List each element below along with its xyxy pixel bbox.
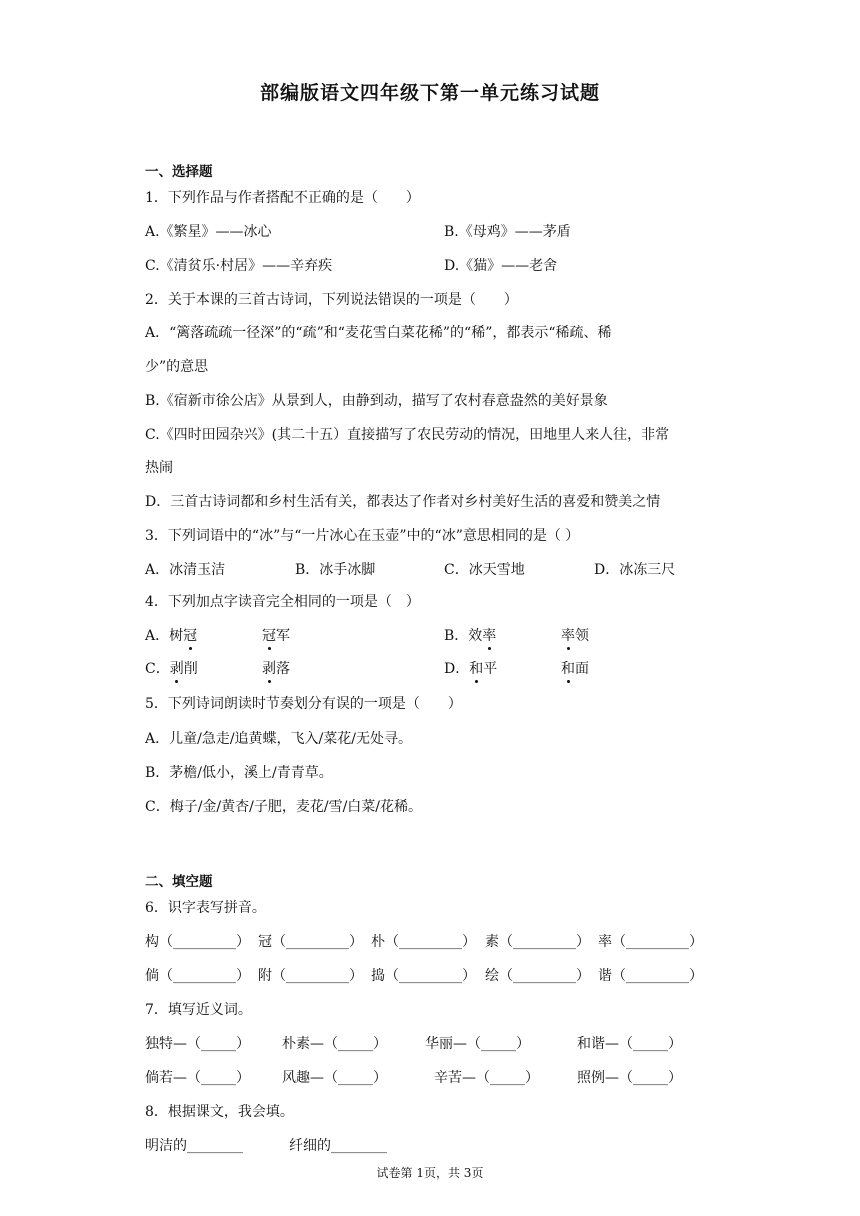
question-3-option-c: C．冰天雪地: [444, 562, 525, 578]
fill-item: 纤细的________: [289, 1138, 387, 1154]
char: 附: [258, 968, 272, 984]
dotted-char: 剥: [170, 658, 184, 678]
pinyin-item: [258, 931, 363, 951]
char: 效: [468, 628, 483, 644]
char: 率: [598, 934, 612, 950]
question-4-option-c-word2: [262, 658, 290, 678]
question-5-option-a: A．儿童/急走/追黄蝶，飞入/菜花/无处寻。: [145, 731, 412, 747]
pinyin-item: [145, 965, 250, 985]
dotted-char: 率: [482, 625, 496, 645]
blank: （_________）: [385, 934, 476, 950]
dotted-char: 冠: [183, 625, 197, 645]
question-3-option-a: A．冰清玉洁: [145, 562, 226, 578]
page-title: 部编版语文四年级下第一单元练习试题: [259, 82, 600, 104]
char: 树: [169, 628, 184, 644]
question-2-option-c-line1: C.《四时田园杂兴》(其二十五）直接描写了农民劳动的情况，田地里人来人往，非常: [145, 427, 670, 443]
fill-item: 明洁的________: [145, 1138, 243, 1154]
option-label: B．: [444, 628, 469, 644]
section-heading-choice: 一、选择题: [145, 164, 213, 180]
char: 素: [485, 934, 499, 950]
page-footer: 试卷第 1页，共 3页: [376, 1166, 484, 1180]
char: 倘: [145, 968, 159, 984]
dotted-char: 剥: [262, 658, 276, 678]
blank: （_________）: [272, 934, 363, 950]
blank: （_________）: [272, 968, 363, 984]
question-1-option-c: C.《清贫乐·村居》——辛弃疾: [145, 258, 333, 274]
char: 谐: [598, 968, 612, 984]
dotted-char: 和: [561, 658, 575, 678]
blank: （_________）: [385, 968, 476, 984]
question-2-option-a-line2: 少”的意思: [145, 359, 209, 375]
synonym-item: 辛苦—（_____）: [434, 1070, 539, 1086]
pinyin-item: [598, 965, 703, 985]
pinyin-item: [598, 931, 703, 951]
synonym-item: 独特—（_____）: [145, 1036, 250, 1052]
char: 绘: [485, 968, 499, 984]
synonym-item: 倘若—（_____）: [145, 1070, 250, 1086]
dotted-char: 率: [561, 625, 575, 645]
blank: （_________）: [499, 934, 590, 950]
char: 落: [276, 661, 290, 677]
pinyin-item: [485, 931, 590, 951]
dotted-char: 冠: [262, 625, 276, 645]
question-3-option-b: B．冰手冰脚: [295, 562, 376, 578]
question-6-stem: 6．识字表写拼音。: [145, 900, 266, 916]
option-label: C．: [145, 661, 170, 677]
question-2-option-d: D．三首古诗词都和乡村生活有关，都表达了作者对乡村美好生活的喜爱和赞美之情: [145, 494, 661, 510]
question-1-option-b: B.《母鸡》——茅盾: [444, 224, 571, 240]
question-1-stem: 1．下列作品与作者搭配不正确的是（ ）: [145, 190, 420, 206]
question-3-stem: 3．下列词语中的“冰”与“一片冰心在玉壶”中的“冰”意思相同的是（ ）: [145, 528, 580, 544]
question-7-stem: 7．填写近义词。: [145, 1002, 252, 1018]
question-4-option-b: [444, 625, 496, 645]
question-5-option-b: B．茅檐/低小，溪上/青青草。: [145, 765, 333, 781]
blank: （_________）: [159, 934, 250, 950]
blank: （_________）: [612, 968, 703, 984]
char: 军: [276, 628, 290, 644]
synonym-item: 风趣—（_____）: [282, 1070, 387, 1086]
dotted-char: 和: [469, 658, 483, 678]
question-4-option-d-word2: [561, 658, 589, 678]
blank: （_________）: [159, 968, 250, 984]
char: 面: [575, 661, 589, 677]
question-2-option-a-line1: A．“篱落疏疏一径深”的“疏”和“麦花雪白菜花稀”的“稀”，都表示“稀疏、稀: [145, 325, 612, 341]
pinyin-item: [371, 931, 476, 951]
question-3-option-d: D．冰冻三尺: [594, 562, 676, 578]
synonym-item: 华丽—（_____）: [425, 1036, 530, 1052]
question-4-option-b-word2: [561, 625, 589, 645]
synonym-item: 朴素—（_____）: [282, 1036, 387, 1052]
question-2-stem: 2．关于本课的三首古诗词，下列说法错误的一项是（ ）: [145, 292, 518, 308]
char: 冠: [258, 934, 272, 950]
synonym-item: 和谐—（_____）: [577, 1036, 682, 1052]
pinyin-item: [371, 965, 476, 985]
question-4-option-a: [145, 625, 197, 645]
question-2-option-c-line2: 热闹: [145, 460, 173, 476]
blank: （_________）: [612, 934, 703, 950]
char: 平: [483, 661, 498, 677]
synonym-item: 照例—（_____）: [577, 1070, 682, 1086]
char: 捣: [371, 968, 385, 984]
pinyin-item: [145, 931, 250, 951]
pinyin-item: [258, 965, 363, 985]
char: 朴: [371, 934, 385, 950]
question-4-option-a-word2: [262, 625, 290, 645]
question-1-option-d: D.《猫》——老舍: [444, 258, 558, 274]
option-label: D．: [444, 661, 470, 677]
question-8-stem: 8．根据课文，我会填。: [145, 1104, 294, 1120]
char: 削: [183, 661, 198, 677]
char: 构: [145, 934, 159, 950]
question-4-stem: 4．下列加点字读音完全相同的一项是（ ）: [145, 594, 420, 610]
char: 领: [575, 628, 589, 644]
question-1-option-a: A.《繁星》——冰心: [145, 224, 272, 240]
pinyin-item: [485, 965, 590, 985]
question-4-option-d: [444, 658, 497, 678]
question-4-option-c: [145, 658, 198, 678]
section-heading-fill: 二、填空题: [145, 874, 213, 890]
option-label: A．: [145, 628, 170, 644]
question-5-option-c: C．梅子/金/黄杏/子肥，麦花/雪/白菜/花稀。: [145, 799, 423, 815]
question-5-stem: 5．下列诗词朗读时节奏划分有误的一项是（ ）: [145, 696, 462, 712]
blank: （_________）: [499, 968, 590, 984]
question-2-option-b: B.《宿新市徐公店》从景到人，由静到动，描写了农村春意盎然的美好景象: [145, 393, 608, 409]
